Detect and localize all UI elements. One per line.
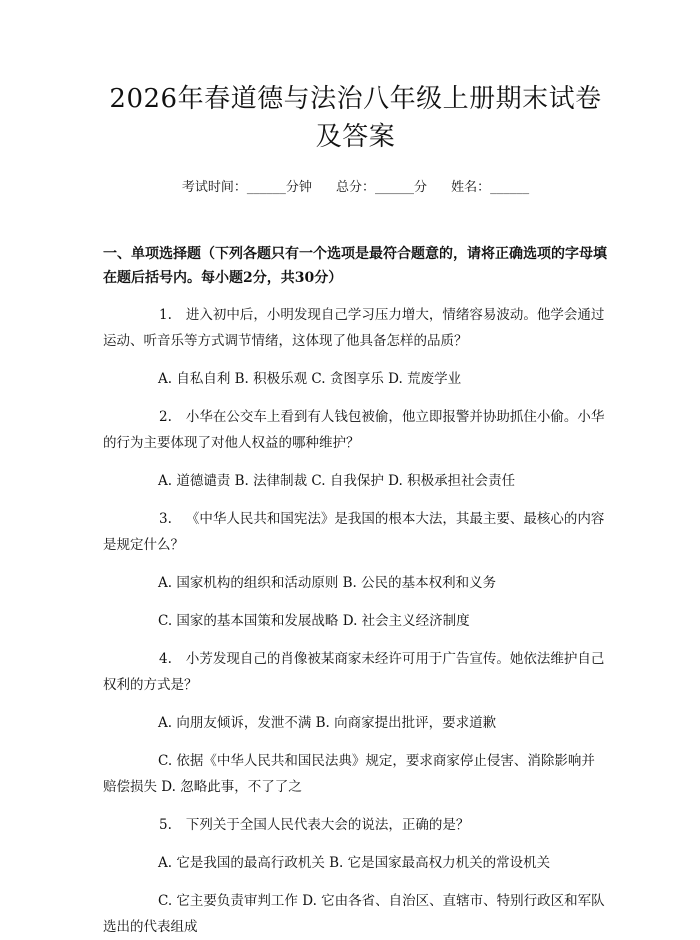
question-2 xyxy=(103,404,608,494)
question-options: C. 国家的基本国策和发展战略 D. 社会主义经济制度 xyxy=(158,613,470,629)
question-number: 1. xyxy=(159,307,172,323)
question-stem xyxy=(103,506,608,558)
question-number: 3. xyxy=(159,511,172,527)
question-options: C. 依据《中华人民共和国民法典》规定，要求商家停止侵害、消除影响并赔偿损失 D. 忽略此事，不了了之 xyxy=(103,753,595,795)
question-stem xyxy=(103,302,608,354)
question-4 xyxy=(103,646,608,800)
question-stem xyxy=(103,812,608,838)
question-number: 4. xyxy=(159,651,172,667)
question-stem xyxy=(103,404,608,456)
question-3 xyxy=(103,506,608,634)
question-number: 2. xyxy=(159,409,172,425)
question-text: 进入初中后，小明发现自己学习压力增大，情绪容易波动。他学会通过运动、听音乐等方式调节情绪，这体现了他具备怎样的品质？ xyxy=(103,307,605,349)
question-text: 《中华人民共和国宪法》是我国的根本大法，其最主要、最核心的内容是规定什么？ xyxy=(103,511,605,553)
question-options: C. 它主要负责审判工作 D. 它由各省、自治区、直辖市、特别行政区和军队选出的代表组成 xyxy=(103,893,605,935)
page-title: 2026年春道德与法治八年级上册期末试卷及答案 xyxy=(109,84,602,152)
question-options: A. 国家机构的组织和活动原则 B. 公民的基本权利和义务 xyxy=(158,575,497,591)
question-options: A. 向朋友倾诉，发泄不满 B. 向商家提出批评，要求道歉 xyxy=(158,715,497,731)
question-options: A. 道德谴责 B. 法律制裁 C. 自我保护 D. 积极承担社会责任 xyxy=(158,473,516,489)
student-name-field: 姓名：______ xyxy=(451,180,530,195)
question-5 xyxy=(103,812,608,940)
section-heading-single-choice: 一、单项选择题（下列各题只有一个选项是最符合题意的，请将正确选项的字母填在题后括号内。每小题2分，共30分） xyxy=(103,246,607,286)
total-score-field: 总分：______分 xyxy=(335,180,427,195)
question-options: A. 自私自利 B. 积极乐观 C. 贪图享乐 D. 荒废学业 xyxy=(158,371,462,387)
question-options: A. 它是我国的最高行政机关 B. 它是国家最高权力机关的常设机关 xyxy=(158,855,551,871)
question-text: 下列关于全国人民代表大会的说法，正确的是？ xyxy=(185,817,470,833)
exam-time-field: 考试时间：______分钟 xyxy=(181,180,312,195)
exam-meta xyxy=(103,178,608,198)
question-text: 小华在公交车上看到有人钱包被偷，他立即报警并协助抓住小偷。小华的行为主要体现了对他人权益的哪种维护？ xyxy=(103,409,605,451)
question-stem xyxy=(103,646,608,698)
question-number: 5. xyxy=(159,817,172,833)
question-text: 小芳发现自己的肖像被某商家未经许可用于广告宣传。她依法维护自己权利的方式是？ xyxy=(103,651,605,693)
question-1 xyxy=(103,302,608,392)
